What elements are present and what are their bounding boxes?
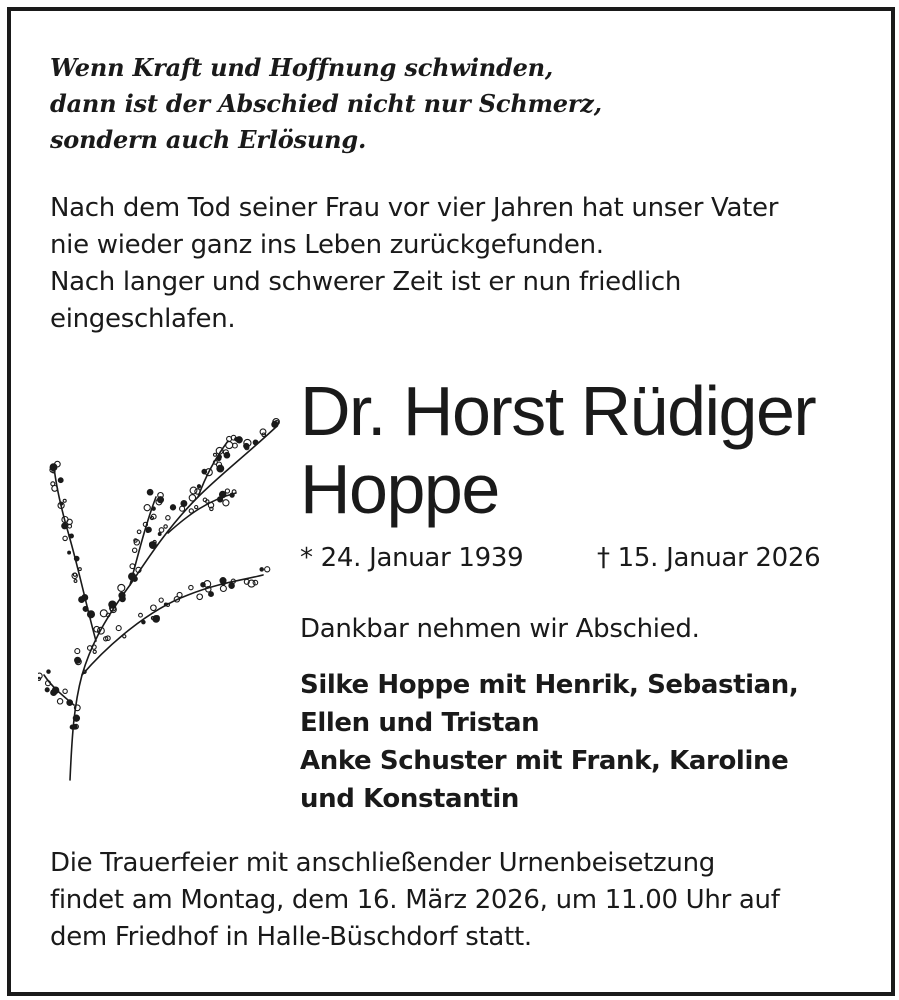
blossom-dot bbox=[129, 573, 136, 580]
blossom-dot bbox=[139, 613, 143, 617]
intro-line: nie wieder ganz ins Leben zurückgefunden. bbox=[50, 230, 604, 260]
blossom-dot bbox=[220, 586, 226, 592]
mourners-line: Ellen und Tristan bbox=[300, 708, 540, 738]
blossom-dot bbox=[159, 598, 163, 602]
blossom-dot bbox=[57, 699, 62, 704]
blossom-dot bbox=[73, 715, 79, 721]
intro-line: Nach dem Tod seiner Frau vor vier Jahren hat unser Vater bbox=[50, 193, 779, 223]
blossom-dot bbox=[170, 505, 175, 510]
blossom-dot bbox=[217, 465, 224, 472]
blossom-dot bbox=[190, 487, 197, 494]
blossom-dot bbox=[223, 500, 229, 506]
mourners-line: Silke Hoppe mit Henrik, Sebastian, bbox=[300, 670, 799, 700]
blossom-dot bbox=[142, 620, 145, 623]
blossom-dot bbox=[226, 442, 233, 449]
blossom-dot bbox=[164, 603, 167, 606]
blossom-dot bbox=[189, 585, 193, 589]
blossom-dot bbox=[146, 527, 151, 532]
mourners-line: und Konstantin bbox=[300, 784, 519, 814]
blossom-dot bbox=[68, 551, 71, 554]
blossom-dot bbox=[88, 611, 95, 618]
blossom-dot bbox=[209, 592, 214, 597]
blossom-dot bbox=[224, 452, 230, 458]
intro-line: Nach langer und schwerer Zeit ist er nun friedlich bbox=[50, 267, 682, 297]
farewell-line: Dankbar nehmen wir Abschied. bbox=[300, 614, 700, 644]
blossom-dot bbox=[75, 649, 80, 654]
mourners-line: Anke Schuster mit Frank, Karoline bbox=[300, 746, 789, 776]
blossom-dot bbox=[47, 670, 50, 673]
blossom-dot bbox=[265, 567, 270, 572]
funeral-details-line: dem Friedhof in Halle-Büschdorf statt. bbox=[50, 922, 532, 952]
blossom-dot bbox=[130, 564, 135, 569]
blossom-dot bbox=[221, 578, 226, 583]
blossom-dot bbox=[83, 606, 88, 611]
blossom-dot bbox=[164, 525, 167, 528]
blossom-dot bbox=[195, 506, 198, 509]
blossom-dot bbox=[133, 548, 137, 552]
blossom-dot bbox=[109, 601, 116, 608]
blossom-dot bbox=[93, 650, 96, 653]
blossom-dot bbox=[94, 626, 100, 632]
blossom-dot bbox=[70, 534, 74, 538]
motto-verse bbox=[50, 50, 602, 158]
blossom-dot bbox=[73, 573, 76, 576]
blossom-dot bbox=[181, 501, 187, 507]
blossom-dot bbox=[62, 523, 68, 529]
blossom-dot bbox=[253, 440, 258, 445]
blossom-dot bbox=[147, 489, 153, 495]
blossom-dot bbox=[118, 584, 125, 591]
blossom-dot bbox=[166, 516, 170, 520]
blossom-dot bbox=[123, 635, 126, 638]
blossom-dot bbox=[120, 596, 126, 602]
blossom-dot bbox=[159, 528, 164, 533]
blossom-dot bbox=[180, 506, 185, 511]
blossom-dot bbox=[158, 497, 164, 503]
funeral-details-line: Die Trauerfeier mit anschließender Urnenbeisetzung bbox=[50, 848, 715, 878]
blossom-dot bbox=[233, 443, 238, 448]
blossom-dot bbox=[74, 580, 77, 583]
blossom-dot bbox=[203, 498, 207, 502]
deceased-name-line: Hoppe bbox=[300, 450, 499, 528]
mourners-list bbox=[300, 666, 798, 818]
flowering-branch-icon bbox=[38, 405, 293, 785]
blossom-dot bbox=[79, 568, 82, 571]
blossom-dot bbox=[158, 533, 161, 536]
birth-date: * 24. Januar 1939 bbox=[300, 543, 524, 573]
blossom-dot bbox=[100, 610, 107, 617]
funeral-details-line: findet am Montag, dem 16. März 2026, um 11.00 Uhr auf bbox=[50, 885, 780, 915]
intro-line: eingeschlafen. bbox=[50, 304, 236, 334]
intro-text bbox=[50, 190, 778, 338]
blossom-dot bbox=[151, 605, 157, 611]
blossom-dot bbox=[116, 626, 121, 631]
deceased-name-line: Dr. Horst Rüdiger bbox=[300, 372, 816, 450]
blossom-dot bbox=[79, 597, 85, 603]
funeral-details bbox=[50, 845, 780, 956]
deceased-name bbox=[300, 372, 815, 528]
blossom-dot bbox=[144, 505, 150, 511]
blossom-dot bbox=[73, 725, 78, 730]
blossom-dot bbox=[214, 453, 217, 456]
blossom-dot bbox=[58, 478, 63, 483]
blossom-dot bbox=[152, 507, 155, 510]
blossom-dot bbox=[74, 556, 79, 561]
blossom-dot bbox=[63, 689, 67, 693]
blossom-dot bbox=[189, 509, 193, 513]
motto-line: dann ist der Abschied nicht nur Schmerz, bbox=[50, 89, 602, 118]
blossom-dot bbox=[63, 499, 66, 502]
blossom-dot bbox=[197, 485, 200, 488]
blossom-dot bbox=[75, 657, 81, 663]
blossom-dot bbox=[210, 507, 213, 510]
blossom-dot bbox=[220, 491, 226, 497]
blossom-dot bbox=[227, 436, 232, 441]
blossom-dot bbox=[260, 568, 263, 571]
blossom-dot bbox=[51, 482, 55, 486]
motto-line: Wenn Kraft und Hoffnung schwinden, bbox=[50, 53, 554, 82]
blossom-dot bbox=[189, 495, 195, 501]
blossom-dot bbox=[236, 437, 242, 443]
blossom-dot bbox=[63, 536, 67, 540]
blossom-dot bbox=[218, 455, 222, 459]
blossom-dot bbox=[45, 688, 49, 692]
blossom-dot bbox=[197, 594, 203, 600]
blossom-dot bbox=[272, 421, 278, 427]
blossom-dot bbox=[137, 530, 141, 534]
blossom-dot bbox=[51, 690, 57, 696]
death-date: † 15. Januar 2026 bbox=[597, 543, 821, 573]
blossom-dot bbox=[225, 489, 229, 493]
blossom-dot bbox=[67, 700, 73, 706]
motto-line: sondern auch Erlösung. bbox=[50, 125, 367, 154]
